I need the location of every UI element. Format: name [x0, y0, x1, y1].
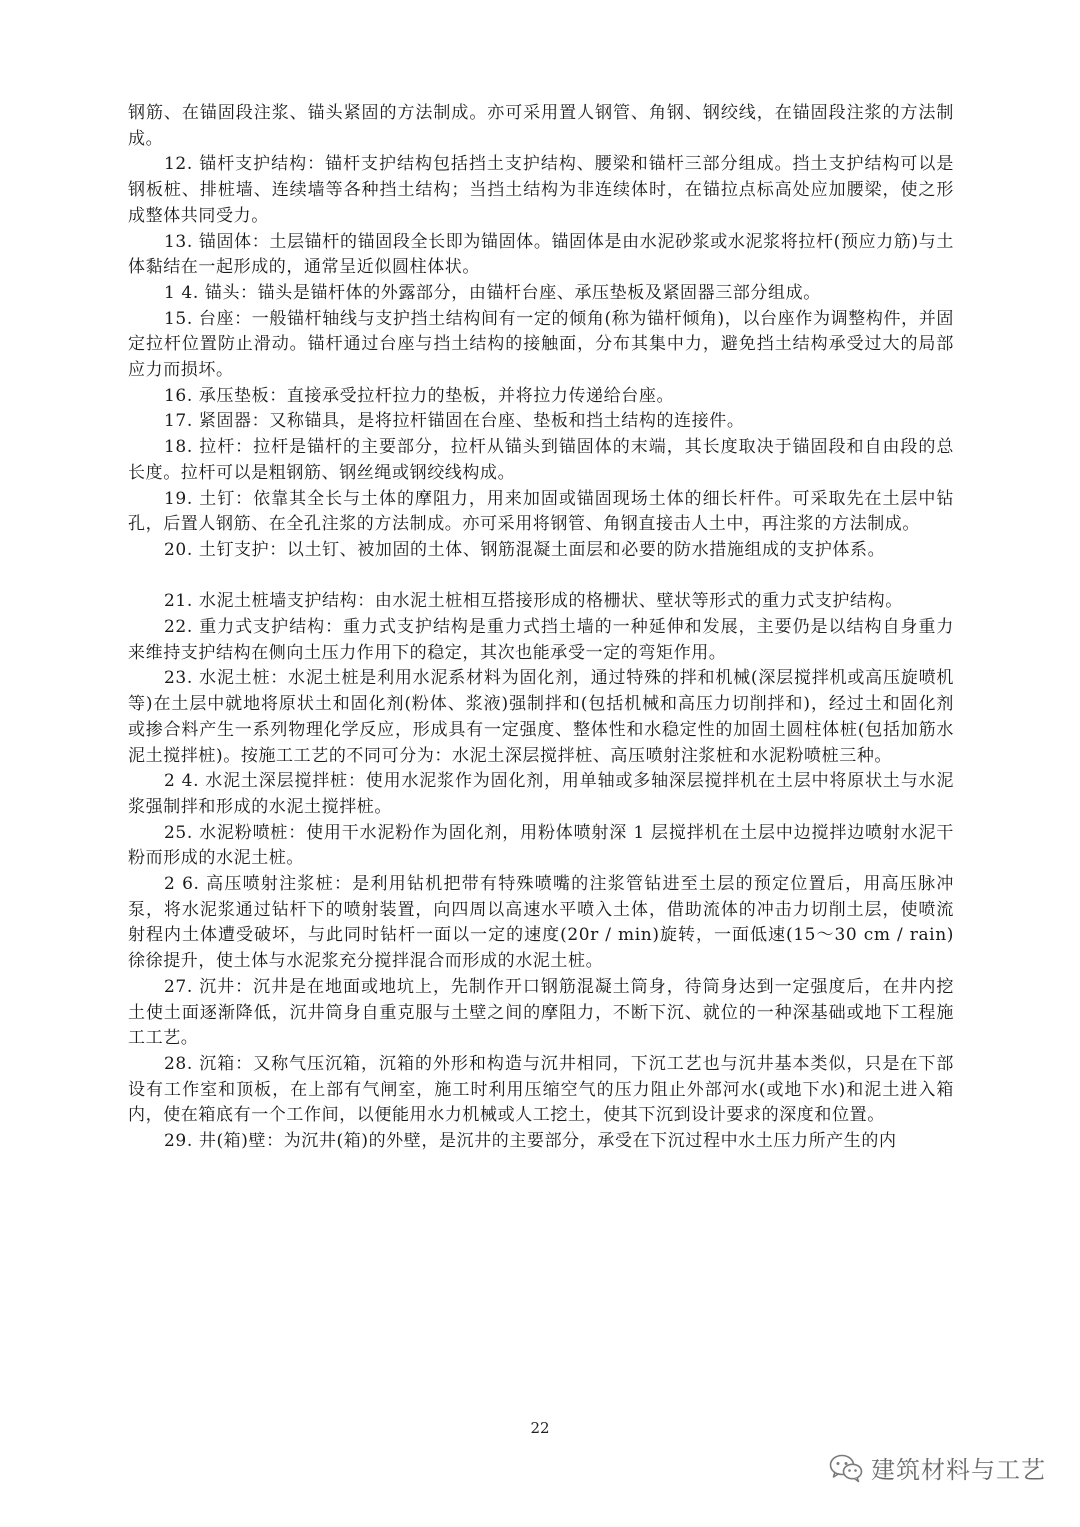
- paragraph: 28. 沉箱：又称气压沉箱，沉箱的外形和构造与沉井相同，下沉工艺也与沉井基本类似，只是在下部设有工作室和顶板，在上部有气闸室，施工时利用压缩空气的压力阻止外部河水(或地下水)和泥土进入箱内，使在箱底有一个工作间，以便能用水力机械或人工挖土，使其下沉到设计要求的深度和位置。: [128, 1054, 954, 1126]
- paragraph: 29. 井(箱)壁：为沉井(箱)的外壁，是沉井的主要部分，承受在下沉过程中水土压力所产生的内: [164, 1131, 897, 1152]
- paragraph: 20. 土钉支护：以土钉、被加固的土体、钢筋混凝土面层和必要的防水措施组成的支护体系。: [164, 539, 886, 560]
- document-body: [128, 101, 954, 1155]
- page-number: 22: [530, 1419, 550, 1437]
- watermark-text: 建筑材料与工艺: [871, 1456, 1046, 1484]
- paragraph: 1 4. 锚头：锚头是锚杆体的外露部分，由锚杆台座、承压垫板及紧固器三部分组成。: [164, 282, 821, 303]
- paragraph: 2 6. 高压喷射注浆桩：是利用钻机把带有特殊喷嘴的注浆管钻进至土层的预定位置后，用高压脉冲泵，将水泥浆通过钻杆下的喷射装置，向四周以高速水平喷入土体，借助流体的冲击力切削土层，使喷流射程内土体遭受破坏，与此同时钻杆一面以一定的速度(20r / min)旋转，一面低速(15～30 cm / rain)徐徐提升，使土体与水泥浆充分搅拌混合而形成的水泥土桩。: [128, 874, 954, 972]
- paragraph: 2 4. 水泥土深层搅拌桩：使用水泥浆作为固化剂，用单轴或多轴深层搅拌机在土层中将原状土与水泥浆强制拌和形成的水泥土搅拌桩。: [128, 771, 954, 817]
- paragraph: 16. 承压垫板：直接承受拉杆拉力的垫板，并将拉力传递给台座。: [164, 385, 675, 406]
- paragraph: 15. 台座：一般锚杆轴线与支护挡土结构间有一定的倾角(称为锚杆倾角)，以台座作为调整构件，并固定拉杆位置防止滑动。锚杆通过台座与挡土结构的接触面，分布其集中力，避免挡土结构承受过大的局部应力而损坏。: [128, 308, 954, 381]
- wechat-icon: [829, 1453, 863, 1483]
- paragraph: 25. 水泥粉喷桩：使用干水泥粉作为固化剂，用粉体喷射深 1 层搅拌机在土层中边搅拌边喷射水泥干粉而形成的水泥土桩。: [128, 822, 954, 869]
- watermark: [829, 1450, 1046, 1485]
- paragraph: 27. 沉井：沉井是在地面或地坑上，先制作开口钢筋混凝土筒身，待筒身达到一定强度后，在井内挖土使土面逐渐降低，沉井筒身自重克服与土壁之间的摩阻力，不断下沉、就位的一种深基础或地下工程施工工艺。: [128, 976, 954, 1049]
- paragraph: 17. 紧固器：又称锚具，是将拉杆锚固在台座、垫板和挡土结构的连接件。: [164, 411, 745, 432]
- paragraph: 22. 重力式支护结构：重力式支护结构是重力式挡土墙的一种延伸和发展，主要仍是以结构自身重力来维持支护结构在侧向土压力作用下的稳定，其次也能承受一定的弯矩作用。: [128, 617, 954, 663]
- paragraph: 钢筋、在锚固段注浆、锚头紧固的方法制成。亦可采用置人钢管、角钢、钢绞线，在锚固段注浆的方法制成。: [128, 103, 954, 149]
- paragraph: 23. 水泥土桩：水泥土桩是利用水泥系材料为固化剂，通过特殊的拌和机械(深层搅拌机或高压旋喷机等)在土层中就地将原状土和固化剂(粉体、浆液)强制拌和(包括机械和高压力切削拌和)，经过土和固化剂或掺合料产生一系列物理化学反应，形成具有一定强度、整体性和水稳定性的加固土圆柱体桩(包括加筋水泥土搅拌桩)。按施工工艺的不同可分为：水泥土深层搅拌桩、高压喷射注浆桩和水泥粉喷桩三种。: [128, 668, 954, 766]
- paragraph: 21. 水泥土桩墙支护结构：由水泥土桩相互搭接形成的格栅状、壁状等形式的重力式支护结构。: [164, 591, 903, 612]
- paragraph: 12. 锚杆支护结构：锚杆支护结构包括挡土支护结构、腰梁和锚杆三部分组成。挡土支护结构可以是钢板桩、排桩墙、连续墙等各种挡土结构；当挡土结构为非连续体时，在锚拉点标高处应加腰梁，使之形成整体共同受力。: [128, 154, 954, 226]
- paragraph: 19. 土钉：依靠其全长与土体的摩阻力，用来加固或锚固现场土体的细长杆件。可采取先在土层中钻孔，后置人钢筋、在全孔注浆的方法制成。亦可采用将钢管、角钢直接击人土中，再注浆的方法制成。: [128, 488, 954, 535]
- paragraph-spacer: [128, 564, 954, 590]
- paragraph: 13. 锚固体：土层锚杆的锚固段全长即为锚固体。锚固体是由水泥砂浆或水泥浆将拉杆(预应力筋)与土体黏结在一起形成的，通常呈近似圆柱体状。: [128, 231, 954, 278]
- paragraph: 18. 拉杆：拉杆是锚杆的主要部分，拉杆从锚头到锚固体的末端，其长度取决于锚固段和自由段的总长度。拉杆可以是粗钢筋、钢丝绳或钢绞线构成。: [128, 437, 954, 483]
